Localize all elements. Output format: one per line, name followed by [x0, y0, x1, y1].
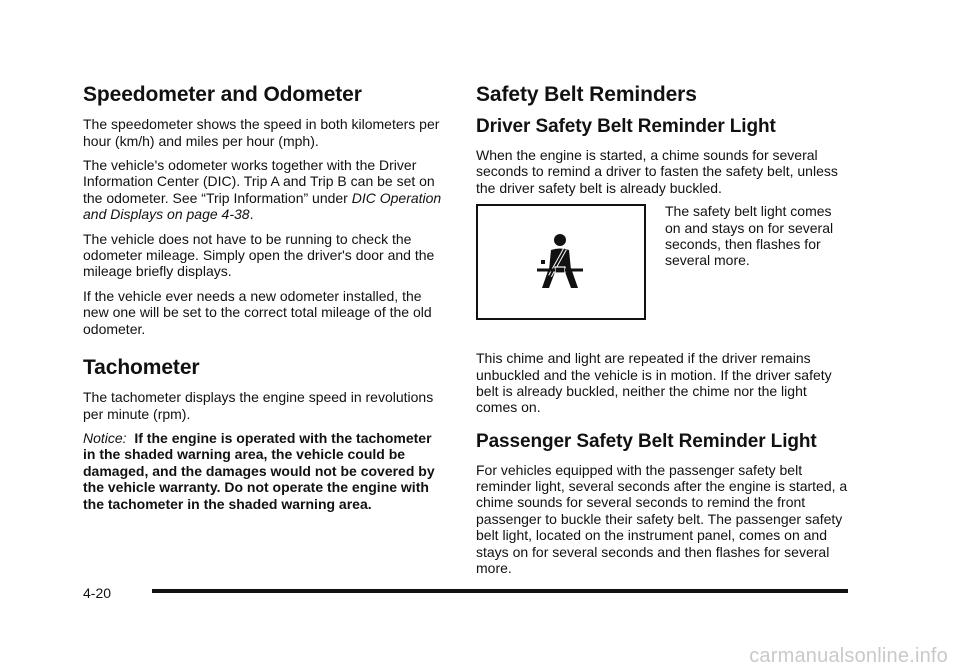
watermark: carmanualsonline.info	[749, 645, 948, 667]
seatbelt-figure	[476, 204, 848, 320]
odometer-check-paragraph: The vehicle does not have to be running to check the odometer mileage. Simply open the driver's door and the mileage briefly displays.	[83, 230, 435, 280]
right-column	[476, 82, 848, 584]
safety-belt-heading: Safety Belt Reminders	[476, 83, 697, 106]
speedometer-paragraph: The speedometer shows the speed in both kilometers per hour (km/h) and miles per hour (mph).	[83, 116, 440, 149]
page-number: 4-20	[83, 585, 112, 601]
driver-repeat-paragraph: This chime and light are repeated if the driver remains unbuckled and the vehicle is in motion. If the driver safety belt is already buckled, neither the chime nor the light comes on.	[476, 350, 832, 416]
tachometer-heading: Tachometer	[83, 356, 200, 380]
odometer-paragraph	[83, 157, 445, 223]
speedometer-heading: Speedometer and Odometer	[83, 83, 362, 106]
odometer-period: .	[249, 206, 254, 223]
dic-reference-link: DIC Operation and Displays on page 4-38	[83, 189, 442, 223]
left-column	[83, 82, 445, 520]
passenger-belt-heading: Passenger Safety Belt Reminder Light	[476, 430, 817, 452]
odometer-replace-paragraph: If the vehicle ever needs a new odometer installed, the new one will be set to the correct total mileage of the old odometer.	[83, 287, 432, 337]
driver-belt-heading: Driver Safety Belt Reminder Light	[476, 116, 776, 138]
driver-belt-paragraph: When the engine is started, a chime sounds for several seconds to remind a driver to fasten the safety belt, unless the driver safety belt is already buckled.	[476, 146, 838, 196]
notice-text: If the engine is operated with the tachometer in the shaded warning area, the vehicle could be damaged, and the damages would not be covered by the vehicle warranty. Do not operate the engine with the tachometer in the shaded warning area.	[83, 430, 435, 512]
seatbelt-caption: The safety belt light comes on and stays on for several seconds, then flashes for several more.	[665, 203, 834, 269]
tachometer-paragraph: The tachometer displays the engine speed in revolutions per minute (rpm).	[83, 389, 434, 422]
passenger-belt-paragraph: For vehicles equipped with the passenger safety belt reminder light, several seconds after the engine is started, a chime sounds for several seconds to remind the front passenger to buckle their safety belt. The passenger safety belt light, located on the instrument panel, comes on and stays on for several seconds and then flashes for several more.	[476, 461, 848, 577]
seatbelt-icon-frame	[476, 204, 646, 320]
odometer-text: The vehicle's odometer works together with the Driver Information Center (DIC). Trip A and Trip B can be set on the odometer. See “Trip Information” under	[83, 157, 435, 206]
notice-label: Notice:	[83, 430, 127, 447]
tachometer-notice	[83, 430, 445, 512]
seatbelt-icon	[529, 230, 593, 294]
footer-rule	[152, 589, 848, 593]
